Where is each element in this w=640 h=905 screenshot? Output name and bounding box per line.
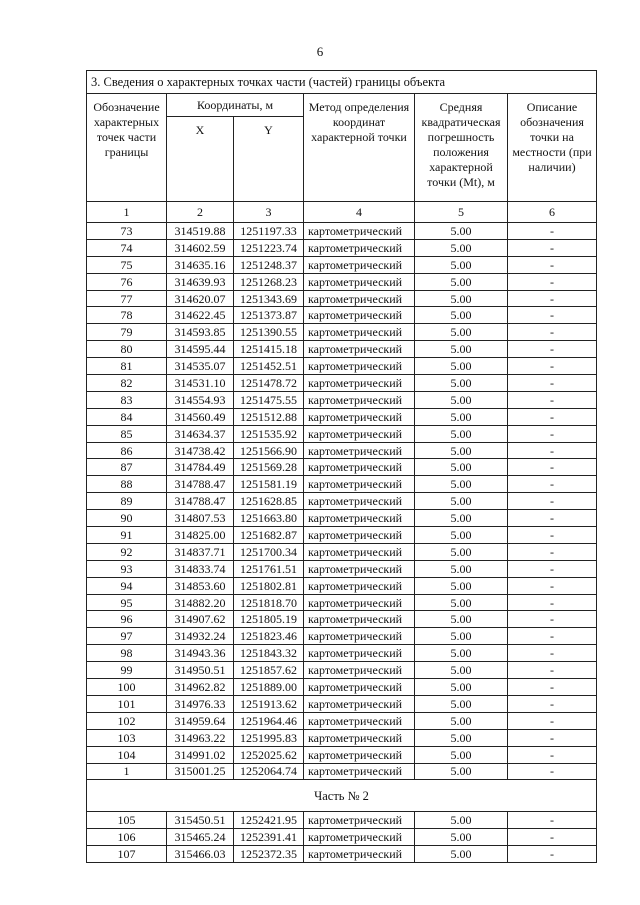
error-cell: 5.00	[415, 763, 508, 780]
x-coordinate-cell: 314622.45	[167, 307, 234, 324]
header-description: Описание обозначения точки на местности (при наличии)	[508, 94, 597, 202]
table-row	[87, 645, 597, 662]
table-row	[87, 594, 597, 611]
error-cell: 5.00	[415, 476, 508, 493]
method-cell: картометрический	[304, 543, 415, 560]
y-coordinate-cell: 1251268.23	[234, 273, 304, 290]
description-cell: -	[508, 645, 597, 662]
description-cell: -	[508, 256, 597, 273]
table-row	[87, 290, 597, 307]
header-coordinates: Координаты, м	[167, 94, 304, 117]
method-cell: картометрический	[304, 324, 415, 341]
x-coordinate-cell: 314788.47	[167, 493, 234, 510]
error-cell: 5.00	[415, 527, 508, 544]
error-cell: 5.00	[415, 628, 508, 645]
y-coordinate-cell: 1251857.62	[234, 662, 304, 679]
header-error: Средняя квадратическая погрешность положения характерной точки (Mt), м	[415, 94, 508, 202]
description-cell: -	[508, 812, 597, 829]
point-id-cell: 95	[87, 594, 167, 611]
error-cell: 5.00	[415, 846, 508, 863]
point-id-cell: 100	[87, 679, 167, 696]
description-cell: -	[508, 829, 597, 846]
y-coordinate-cell: 1251452.51	[234, 358, 304, 375]
method-cell: картометрический	[304, 510, 415, 527]
description-cell: -	[508, 695, 597, 712]
point-id-cell: 103	[87, 729, 167, 746]
table-row	[87, 712, 597, 729]
part-label: Часть № 2	[87, 780, 597, 812]
y-coordinate-cell: 1251197.33	[234, 223, 304, 240]
description-cell: -	[508, 527, 597, 544]
point-id-cell: 82	[87, 375, 167, 392]
error-cell: 5.00	[415, 375, 508, 392]
method-cell: картометрический	[304, 829, 415, 846]
x-coordinate-cell: 314853.60	[167, 577, 234, 594]
method-cell: картометрический	[304, 493, 415, 510]
section-title: 3. Сведения о характерных точках части (частей) границы объекта	[87, 71, 597, 94]
y-coordinate-cell: 1251390.55	[234, 324, 304, 341]
error-cell: 5.00	[415, 273, 508, 290]
description-cell: -	[508, 341, 597, 358]
table-row	[87, 307, 597, 324]
x-coordinate-cell: 314634.37	[167, 425, 234, 442]
method-cell: картометрический	[304, 358, 415, 375]
y-coordinate-cell: 1251761.51	[234, 560, 304, 577]
point-id-cell: 97	[87, 628, 167, 645]
boundary-points-table	[86, 70, 597, 863]
x-coordinate-cell: 314950.51	[167, 662, 234, 679]
description-cell: -	[508, 560, 597, 577]
error-cell: 5.00	[415, 425, 508, 442]
description-cell: -	[508, 476, 597, 493]
x-coordinate-cell: 314535.07	[167, 358, 234, 375]
error-cell: 5.00	[415, 594, 508, 611]
x-coordinate-cell: 314882.20	[167, 594, 234, 611]
error-cell: 5.00	[415, 408, 508, 425]
table-row	[87, 560, 597, 577]
method-cell: картометрический	[304, 763, 415, 780]
error-cell: 5.00	[415, 577, 508, 594]
x-coordinate-cell: 314932.24	[167, 628, 234, 645]
table-row	[87, 459, 597, 476]
table-row	[87, 358, 597, 375]
point-id-cell: 74	[87, 239, 167, 256]
y-coordinate-cell: 1252421.95	[234, 812, 304, 829]
point-id-cell: 96	[87, 611, 167, 628]
table-row	[87, 493, 597, 510]
point-id-cell: 93	[87, 560, 167, 577]
method-cell: картометрический	[304, 256, 415, 273]
table-row	[87, 510, 597, 527]
y-coordinate-cell: 1251995.83	[234, 729, 304, 746]
x-coordinate-cell: 314784.49	[167, 459, 234, 476]
y-coordinate-cell: 1251823.46	[234, 628, 304, 645]
point-id-cell: 102	[87, 712, 167, 729]
table-row	[87, 812, 597, 829]
description-cell: -	[508, 442, 597, 459]
description-cell: -	[508, 239, 597, 256]
table-row	[87, 628, 597, 645]
description-cell: -	[508, 273, 597, 290]
description-cell: -	[508, 358, 597, 375]
method-cell: картометрический	[304, 662, 415, 679]
method-cell: картометрический	[304, 459, 415, 476]
method-cell: картометрический	[304, 307, 415, 324]
x-coordinate-cell: 315450.51	[167, 812, 234, 829]
description-cell: -	[508, 493, 597, 510]
method-cell: картометрический	[304, 577, 415, 594]
x-coordinate-cell: 314962.82	[167, 679, 234, 696]
point-id-cell: 94	[87, 577, 167, 594]
x-coordinate-cell: 314976.33	[167, 695, 234, 712]
y-coordinate-cell: 1251343.69	[234, 290, 304, 307]
error-cell: 5.00	[415, 829, 508, 846]
description-cell: -	[508, 746, 597, 763]
column-number: 1	[87, 202, 167, 223]
description-cell: -	[508, 425, 597, 442]
table-row	[87, 527, 597, 544]
method-cell: картометрический	[304, 712, 415, 729]
method-cell: картометрический	[304, 746, 415, 763]
y-coordinate-cell: 1251223.74	[234, 239, 304, 256]
error-cell: 5.00	[415, 679, 508, 696]
x-coordinate-cell: 314837.71	[167, 543, 234, 560]
y-coordinate-cell: 1251478.72	[234, 375, 304, 392]
x-coordinate-cell: 314560.49	[167, 408, 234, 425]
x-coordinate-cell: 314593.85	[167, 324, 234, 341]
table-row	[87, 425, 597, 442]
column-number: 2	[167, 202, 234, 223]
point-id-cell: 1	[87, 763, 167, 780]
x-coordinate-cell: 314943.36	[167, 645, 234, 662]
y-coordinate-cell: 1251964.46	[234, 712, 304, 729]
description-cell: -	[508, 662, 597, 679]
method-cell: картометрический	[304, 812, 415, 829]
x-coordinate-cell: 314907.62	[167, 611, 234, 628]
error-cell: 5.00	[415, 510, 508, 527]
table-row	[87, 679, 597, 696]
description-cell: -	[508, 628, 597, 645]
x-coordinate-cell: 314620.07	[167, 290, 234, 307]
point-id-cell: 92	[87, 543, 167, 560]
column-number: 4	[304, 202, 415, 223]
y-coordinate-cell: 1251566.90	[234, 442, 304, 459]
x-coordinate-cell: 314959.64	[167, 712, 234, 729]
y-coordinate-cell: 1251628.85	[234, 493, 304, 510]
y-coordinate-cell: 1251889.00	[234, 679, 304, 696]
header-x: X	[167, 117, 234, 202]
x-coordinate-cell: 314635.16	[167, 256, 234, 273]
description-cell: -	[508, 459, 597, 476]
column-number: 6	[508, 202, 597, 223]
y-coordinate-cell: 1251682.87	[234, 527, 304, 544]
point-id-cell: 84	[87, 408, 167, 425]
error-cell: 5.00	[415, 746, 508, 763]
point-id-cell: 104	[87, 746, 167, 763]
x-coordinate-cell: 314738.42	[167, 442, 234, 459]
point-id-cell: 89	[87, 493, 167, 510]
error-cell: 5.00	[415, 341, 508, 358]
table-row	[87, 375, 597, 392]
column-number: 3	[234, 202, 304, 223]
x-coordinate-cell: 315001.25	[167, 763, 234, 780]
y-coordinate-cell: 1252064.74	[234, 763, 304, 780]
point-id-cell: 77	[87, 290, 167, 307]
error-cell: 5.00	[415, 645, 508, 662]
method-cell: картометрический	[304, 560, 415, 577]
description-cell: -	[508, 375, 597, 392]
y-coordinate-cell: 1251373.87	[234, 307, 304, 324]
x-coordinate-cell: 314833.74	[167, 560, 234, 577]
x-coordinate-cell: 314595.44	[167, 341, 234, 358]
error-cell: 5.00	[415, 611, 508, 628]
y-coordinate-cell: 1251581.19	[234, 476, 304, 493]
method-cell: картометрический	[304, 239, 415, 256]
y-coordinate-cell: 1251512.88	[234, 408, 304, 425]
error-cell: 5.00	[415, 662, 508, 679]
method-cell: картометрический	[304, 476, 415, 493]
point-id-cell: 85	[87, 425, 167, 442]
description-cell: -	[508, 408, 597, 425]
table-row	[87, 256, 597, 273]
x-coordinate-cell: 314991.02	[167, 746, 234, 763]
point-id-cell: 81	[87, 358, 167, 375]
method-cell: картометрический	[304, 679, 415, 696]
description-cell: -	[508, 324, 597, 341]
description-cell: -	[508, 223, 597, 240]
x-coordinate-cell: 314554.93	[167, 391, 234, 408]
method-cell: картометрический	[304, 628, 415, 645]
error-cell: 5.00	[415, 493, 508, 510]
point-id-cell: 75	[87, 256, 167, 273]
y-coordinate-cell: 1251663.80	[234, 510, 304, 527]
method-cell: картометрический	[304, 594, 415, 611]
description-cell: -	[508, 712, 597, 729]
method-cell: картометрический	[304, 290, 415, 307]
point-id-cell: 98	[87, 645, 167, 662]
table-row	[87, 829, 597, 846]
point-id-cell: 105	[87, 812, 167, 829]
description-cell: -	[508, 729, 597, 746]
table-row	[87, 846, 597, 863]
y-coordinate-cell: 1251248.37	[234, 256, 304, 273]
error-cell: 5.00	[415, 543, 508, 560]
y-coordinate-cell: 1251415.18	[234, 341, 304, 358]
table-row	[87, 476, 597, 493]
y-coordinate-cell: 1252025.62	[234, 746, 304, 763]
page-number: 6	[316, 44, 324, 59]
table-row	[87, 611, 597, 628]
method-cell: картометрический	[304, 375, 415, 392]
y-coordinate-cell: 1252391.41	[234, 829, 304, 846]
error-cell: 5.00	[415, 290, 508, 307]
method-cell: картометрический	[304, 391, 415, 408]
header-point-designation: Обозначение характерных точек части границы	[87, 94, 167, 202]
point-id-cell: 80	[87, 341, 167, 358]
error-cell: 5.00	[415, 256, 508, 273]
method-cell: картометрический	[304, 611, 415, 628]
y-coordinate-cell: 1251569.28	[234, 459, 304, 476]
description-cell: -	[508, 763, 597, 780]
x-coordinate-cell: 314531.10	[167, 375, 234, 392]
x-coordinate-cell: 315466.03	[167, 846, 234, 863]
error-cell: 5.00	[415, 812, 508, 829]
y-coordinate-cell: 1251802.81	[234, 577, 304, 594]
point-id-cell: 99	[87, 662, 167, 679]
description-cell: -	[508, 391, 597, 408]
description-cell: -	[508, 577, 597, 594]
table-row	[87, 729, 597, 746]
table-row	[87, 324, 597, 341]
method-cell: картометрический	[304, 223, 415, 240]
description-cell: -	[508, 594, 597, 611]
error-cell: 5.00	[415, 712, 508, 729]
x-coordinate-cell: 314807.53	[167, 510, 234, 527]
error-cell: 5.00	[415, 307, 508, 324]
point-id-cell: 76	[87, 273, 167, 290]
table-row	[87, 223, 597, 240]
table-row	[87, 391, 597, 408]
method-cell: картометрический	[304, 645, 415, 662]
method-cell: картометрический	[304, 341, 415, 358]
table-row	[87, 662, 597, 679]
description-cell: -	[508, 307, 597, 324]
error-cell: 5.00	[415, 459, 508, 476]
table-row	[87, 695, 597, 712]
method-cell: картометрический	[304, 695, 415, 712]
y-coordinate-cell: 1251805.19	[234, 611, 304, 628]
method-cell: картометрический	[304, 408, 415, 425]
y-coordinate-cell: 1251475.55	[234, 391, 304, 408]
method-cell: картометрический	[304, 527, 415, 544]
table-row	[87, 577, 597, 594]
method-cell: картометрический	[304, 846, 415, 863]
table-row	[87, 341, 597, 358]
error-cell: 5.00	[415, 239, 508, 256]
point-id-cell: 78	[87, 307, 167, 324]
description-cell: -	[508, 679, 597, 696]
x-coordinate-cell: 314519.88	[167, 223, 234, 240]
error-cell: 5.00	[415, 695, 508, 712]
x-coordinate-cell: 314963.22	[167, 729, 234, 746]
method-cell: картометрический	[304, 442, 415, 459]
x-coordinate-cell: 314825.00	[167, 527, 234, 544]
error-cell: 5.00	[415, 391, 508, 408]
y-coordinate-cell: 1251535.92	[234, 425, 304, 442]
table-row	[87, 543, 597, 560]
table-row	[87, 442, 597, 459]
table-row	[87, 239, 597, 256]
point-id-cell: 83	[87, 391, 167, 408]
x-coordinate-cell: 314602.59	[167, 239, 234, 256]
description-cell: -	[508, 543, 597, 560]
error-cell: 5.00	[415, 324, 508, 341]
error-cell: 5.00	[415, 358, 508, 375]
y-coordinate-cell: 1251818.70	[234, 594, 304, 611]
header-y: Y	[234, 117, 304, 202]
point-id-cell: 101	[87, 695, 167, 712]
column-number: 5	[415, 202, 508, 223]
x-coordinate-cell: 314639.93	[167, 273, 234, 290]
x-coordinate-cell: 314788.47	[167, 476, 234, 493]
description-cell: -	[508, 290, 597, 307]
error-cell: 5.00	[415, 729, 508, 746]
table-row	[87, 746, 597, 763]
y-coordinate-cell: 1251843.32	[234, 645, 304, 662]
table-row	[87, 273, 597, 290]
y-coordinate-cell: 1252372.35	[234, 846, 304, 863]
point-id-cell: 106	[87, 829, 167, 846]
table-row	[87, 408, 597, 425]
x-coordinate-cell: 315465.24	[167, 829, 234, 846]
description-cell: -	[508, 611, 597, 628]
y-coordinate-cell: 1251700.34	[234, 543, 304, 560]
point-id-cell: 91	[87, 527, 167, 544]
error-cell: 5.00	[415, 223, 508, 240]
error-cell: 5.00	[415, 560, 508, 577]
table-row	[87, 763, 597, 780]
point-id-cell: 90	[87, 510, 167, 527]
description-cell: -	[508, 510, 597, 527]
point-id-cell: 88	[87, 476, 167, 493]
description-cell: -	[508, 846, 597, 863]
point-id-cell: 86	[87, 442, 167, 459]
point-id-cell: 73	[87, 223, 167, 240]
point-id-cell: 107	[87, 846, 167, 863]
header-method: Метод определения координат характерной точки	[304, 94, 415, 202]
method-cell: картометрический	[304, 273, 415, 290]
method-cell: картометрический	[304, 729, 415, 746]
point-id-cell: 79	[87, 324, 167, 341]
method-cell: картометрический	[304, 425, 415, 442]
error-cell: 5.00	[415, 442, 508, 459]
point-id-cell: 87	[87, 459, 167, 476]
y-coordinate-cell: 1251913.62	[234, 695, 304, 712]
